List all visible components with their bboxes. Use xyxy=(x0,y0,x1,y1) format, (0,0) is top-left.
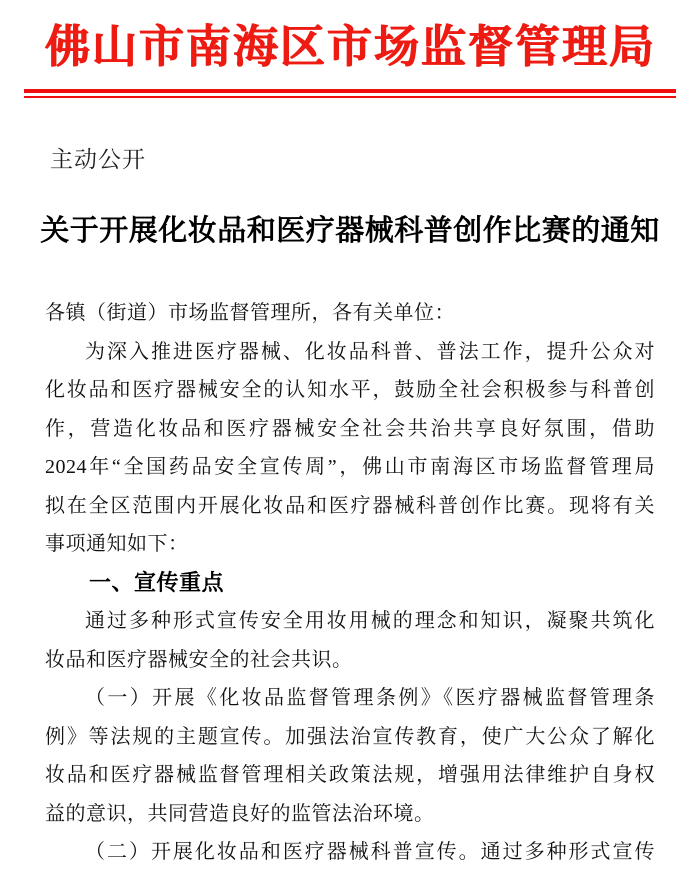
document-salutation xyxy=(45,294,655,333)
document-heading xyxy=(45,564,655,603)
document-line: 各镇（街道）市场监督管理所，各有关单位： xyxy=(45,302,455,324)
document-paragraph xyxy=(45,679,655,833)
document-body xyxy=(45,294,655,872)
agency-letterhead: 佛山市南海区市场监督管理局 xyxy=(44,22,656,72)
document-paragraph xyxy=(45,602,655,679)
disclosure-classification-label: 主动公开 xyxy=(50,146,146,172)
document-paragraph xyxy=(45,333,655,564)
document-line: 妆品和医疗器械监督管理相关政策法规，增强用法律维护自身权 xyxy=(45,764,655,786)
document-line: 益的意识，共同营造良好的监管法治环境。 xyxy=(45,802,435,825)
document-line: （二）开展化妆品和医疗器械科普宣传。通过多种形式宣传 xyxy=(85,841,655,863)
document-line: 2024年“全国药品安全宣传周”，佛山市南海区市场监督管理局 xyxy=(45,456,655,478)
letterhead-divider-rule xyxy=(24,89,676,98)
document-line: 一、宣传重点 xyxy=(89,569,225,595)
document-page xyxy=(0,10,700,863)
document-paragraph xyxy=(45,833,655,872)
notice-title: 关于开展化妆品和医疗器械科普创作比赛的通知 xyxy=(40,215,660,247)
document-line: 为深入推进医疗器械、化妆品科普、普法工作，提升公众对 xyxy=(85,340,655,363)
document-line: （一）开展《化妆品监督管理条例》《医疗器械监督管理条 xyxy=(85,687,655,709)
document-line: 作，营造化妆品和医疗器械安全社会共治共享良好氛围，借助 xyxy=(45,417,655,440)
document-line: 妆品和医疗器械安全的社会共识。 xyxy=(45,648,353,671)
document-line: 拟在全区范围内开展化妆品和医疗器械科普创作比赛。现将有关 xyxy=(45,494,655,517)
document-line: 事项通知如下： xyxy=(45,533,189,555)
document-line: 化妆品和医疗器械安全的认知水平，鼓励全社会积极参与科普创 xyxy=(45,379,655,401)
document-line: 通过多种形式宣传安全用妆用械的理念和知识，凝聚共筑化 xyxy=(85,610,655,632)
document-line: 例》等法规的主题宣传。加强法治宣传教育，使广大公众了解化 xyxy=(45,725,655,748)
